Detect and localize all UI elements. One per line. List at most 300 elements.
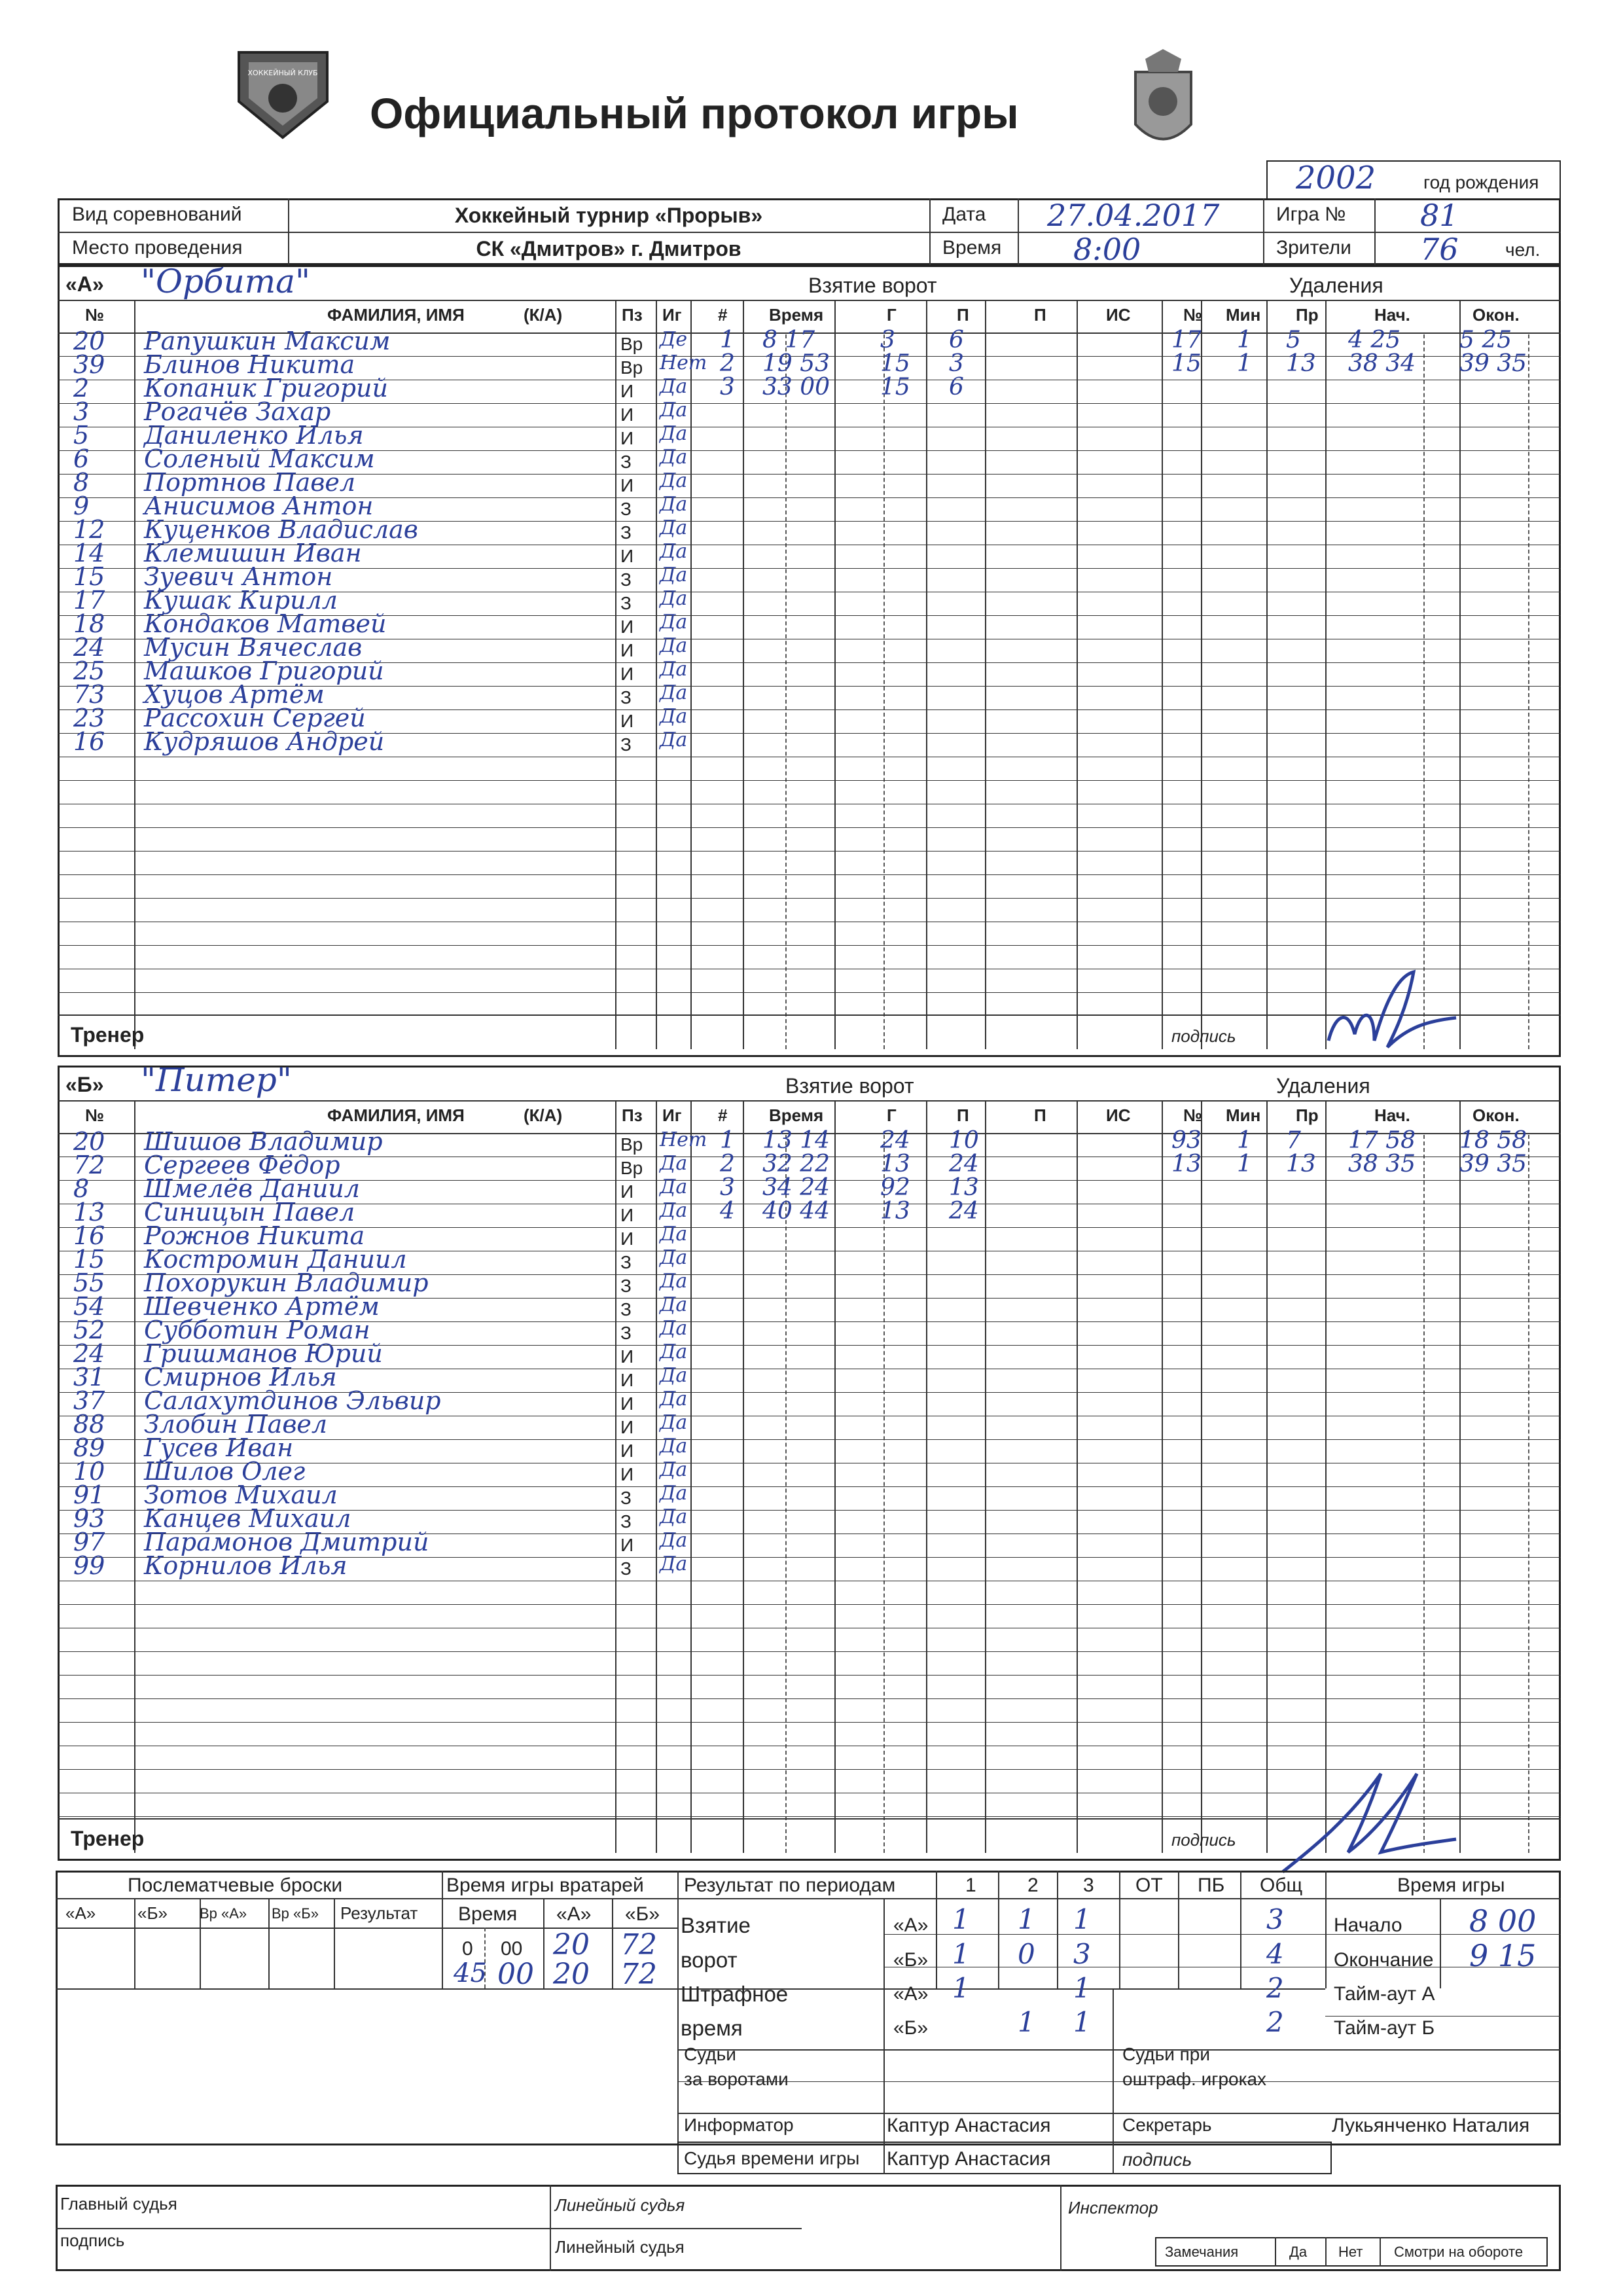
secretary-label: Секретарь: [1122, 2115, 1212, 2135]
penalty-judges-label-1: Судьи при: [1122, 2044, 1211, 2064]
team-a-col-line: [1266, 300, 1268, 1049]
team-a-player-no: 16: [73, 727, 105, 756]
team-a-player-pz: З: [620, 499, 632, 519]
team-b-pen-start: 38 35: [1348, 1151, 1416, 1177]
team-a-col-pen-min: Мин: [1226, 305, 1261, 325]
spectators-value: 76: [1420, 232, 1459, 267]
team-b-penalties-title: Удаления: [1276, 1074, 1370, 1098]
venue-label: Место проведения: [72, 237, 243, 259]
team-b-player-ig: Да: [660, 1529, 688, 1552]
remarks-no[interactable]: Нет: [1338, 2244, 1363, 2260]
team-a-goals-title: Взятие ворот: [808, 274, 937, 297]
team-b-col-line: [134, 1100, 135, 1853]
team-b-col-no: №: [85, 1105, 104, 1125]
birth-year-label: год рождения: [1423, 172, 1539, 192]
team-a-pen-pr: 5: [1286, 327, 1301, 353]
period-goals-b-value: 4: [1266, 1938, 1284, 1970]
team-b-player-pz: И: [620, 1393, 634, 1414]
periods-col-1: 1: [965, 1874, 976, 1896]
team-b-player-pz: И: [620, 1441, 634, 1461]
team-b-player-name: Корнилов Илья: [144, 1551, 348, 1580]
team-a-player-ig: Да: [660, 540, 688, 563]
team-b-player-no: 37: [73, 1386, 105, 1415]
team-a-player-no: 5: [73, 421, 90, 450]
team-a-pen-end: 5 25: [1459, 327, 1512, 353]
team-b-player-no: 20: [73, 1127, 105, 1156]
competition-label: Вид соревнований: [72, 204, 242, 225]
team-b-coach-signature: [1276, 1761, 1459, 1878]
team-a-player-no: 14: [73, 539, 105, 567]
period-pim-b-value: 1: [1018, 2006, 1035, 2038]
team-a-player-ig: Да: [660, 705, 688, 728]
team-a-player-name: Мусин Вячеслав: [144, 633, 363, 662]
team-b-goal-time: 34 24: [762, 1174, 830, 1201]
team-b-player-name: Субботин Роман: [144, 1316, 370, 1344]
shootout-col-result: Результат: [340, 1903, 418, 1923]
period-pim-b-value: 2: [1266, 2006, 1284, 2038]
team-a-goal-scorer: 3: [880, 327, 895, 353]
team-a-player-pz: И: [620, 404, 634, 425]
team-b-goal-time: 13 14: [762, 1127, 830, 1154]
team-a-player-pz: И: [620, 711, 634, 731]
team-a-player-name: Куценков Владислав: [144, 515, 418, 544]
periods-goals-label-1: Взятие: [681, 1913, 751, 1937]
informer-label: Информатор: [684, 2115, 794, 2135]
team-a-col-line: [1325, 300, 1327, 1049]
team-a-player-name: Машков Григорий: [144, 656, 384, 685]
team-a-player-no: 18: [73, 609, 105, 638]
team-a-player-no: 2: [73, 374, 90, 403]
team-b-col-g: Г: [887, 1105, 897, 1125]
team-a-player-name: Анисимов Антон: [144, 492, 374, 520]
team-b-player-pz: З: [620, 1558, 632, 1579]
team-a-player-ig: Да: [660, 611, 688, 634]
team-b-player-pz: И: [620, 1417, 634, 1437]
goalie-col-line: [612, 1898, 613, 1988]
team-a-player-no: 20: [73, 327, 105, 355]
team-b-pen-no: 93: [1171, 1127, 1202, 1154]
date-label: Дата: [942, 204, 986, 225]
team-b-player-no: 52: [73, 1316, 105, 1344]
team-a-col-line: [834, 300, 836, 1049]
team-b-player-ig: Да: [660, 1199, 688, 1222]
team-a-label: «А»: [65, 272, 104, 296]
team-b-goal-scorer: 13: [880, 1198, 910, 1225]
team-b-player-ig: Нет: [660, 1128, 707, 1151]
competition-value: Хоккейный турнир «Прорыв»: [454, 204, 763, 227]
goalie-time-r2-a: 20: [553, 1958, 590, 1991]
time-value: 8:00: [1073, 232, 1141, 267]
team-a-player-name: Соленый Максим: [144, 444, 375, 473]
team-b-goal-no: 2: [720, 1151, 735, 1177]
remarks-yes[interactable]: Да: [1289, 2244, 1308, 2260]
shootout-col-gk-b: Вр «Б»: [272, 1905, 319, 1922]
team-b-player-ig: Да: [660, 1317, 688, 1340]
team-a-player-name: Рапушкин Максим: [144, 327, 391, 355]
period-col-line: [998, 1871, 999, 1988]
team-b-col-time: Время: [769, 1105, 824, 1125]
team-b-col-ka: (К/А): [524, 1105, 563, 1125]
team-b-player-pz: Вр: [620, 1134, 643, 1155]
team-a-player-no: 73: [73, 680, 105, 709]
team-a-player-pz: З: [620, 522, 632, 543]
team-b-player-ig: Да: [660, 1223, 688, 1246]
team-b-player-no: 97: [73, 1528, 105, 1556]
goalie-time-r1-a: 20: [553, 1928, 590, 1962]
team-b-player-ig: Да: [660, 1246, 688, 1269]
team-b-goal-no: 1: [720, 1127, 735, 1154]
team-a-col-line: [615, 300, 616, 1049]
team-b-col-line: [1077, 1100, 1078, 1853]
team-b-player-pz: З: [620, 1323, 632, 1343]
team-a-goal-no: 3: [720, 374, 735, 401]
team-a-player-ig: Да: [660, 516, 688, 539]
team-a-goal-assist: 3: [949, 350, 964, 377]
team-b-goal-time: 40 44: [762, 1198, 830, 1225]
team-a-col-pen-end: Окон.: [1472, 305, 1520, 325]
team-a-player-pz: И: [620, 428, 634, 448]
period-goals-a-value: 1: [1018, 1903, 1035, 1935]
team-b-col-is: ИС: [1106, 1105, 1131, 1125]
timeout-a-label: Тайм-аут А: [1334, 1983, 1435, 2005]
team-b-player-ig: Да: [660, 1482, 688, 1505]
team-b-player-pz: З: [620, 1488, 632, 1508]
team-b-pen-end: 18 58: [1459, 1127, 1527, 1154]
team-a-player-name: Кондаков Матвей: [144, 609, 387, 638]
team-b-player-name: Злобин Павел: [144, 1410, 328, 1439]
team-b-col-pz: Пз: [622, 1105, 643, 1125]
team-b-col-line: [985, 1100, 986, 1853]
periods-goals-label-2: ворот: [681, 1948, 738, 1972]
team-a-player-pz: И: [620, 664, 634, 684]
goalie-time-r1-min: 0: [462, 1938, 473, 1960]
team-a-col-ig: Иг: [662, 305, 682, 325]
team-a-row-line: [58, 874, 1561, 875]
team-a-col-pz: Пз: [622, 305, 643, 325]
team-a-player-no: 6: [73, 444, 90, 473]
remarks-label: Замечания: [1165, 2244, 1239, 2260]
game-no-label: Игра №: [1276, 204, 1346, 225]
team-b-col-p2: П: [1034, 1105, 1046, 1125]
team-a-player-pz: З: [620, 734, 632, 755]
team-a-col-pen-pr: Пр: [1296, 305, 1319, 325]
team-a-col-ka: (К/А): [524, 305, 563, 325]
venue-value: СК «Дмитров» г. Дмитров: [476, 237, 741, 260]
team-b-col-pen-min: Мин: [1226, 1105, 1261, 1125]
periods-goals-a-label: «А»: [893, 1914, 929, 1936]
team-b-player-no: 55: [73, 1268, 105, 1297]
team-a-player-name: Рогачёв Захар: [144, 397, 331, 426]
team-a-player-no: 17: [73, 586, 105, 615]
team-b-player-name: Рожнов Никита: [144, 1221, 365, 1250]
team-b-col-line: [1325, 1100, 1327, 1853]
team-b-row-line: [58, 1675, 1561, 1676]
team-b-pen-end: 39 35: [1459, 1151, 1527, 1177]
team-a-player-ig: Да: [660, 681, 688, 704]
team-b-pen-no: 13: [1171, 1151, 1202, 1177]
team-a-player-pz: И: [620, 640, 634, 660]
periods-pim-label-1: Штрафное: [681, 1982, 789, 2006]
team-b-player-no: 88: [73, 1410, 105, 1439]
team-b-player-name: Шмелёв Даниил: [144, 1174, 360, 1203]
team-a-player-pz: И: [620, 475, 634, 495]
team-a-col-no: №: [85, 305, 104, 325]
goal-judges-label-1: Судьи: [684, 2044, 736, 2064]
team-b-player-pz: И: [620, 1181, 634, 1202]
period-col-line: [936, 1871, 937, 1988]
team-a-dashed-line: [1423, 334, 1425, 1049]
goalie-time-col-a: «А»: [556, 1903, 592, 1925]
team-a-goal-assist: 6: [949, 327, 964, 353]
team-b-player-ig: Да: [660, 1458, 688, 1481]
period-goals-a-value: 3: [1266, 1903, 1284, 1935]
team-a-col-line: [656, 300, 657, 1049]
goalie-time-r2-min: 45: [454, 1958, 487, 1988]
team-b-col-line: [690, 1100, 692, 1853]
team-a-col-pen-no: №: [1183, 305, 1202, 325]
team-b-player-ig: Да: [660, 1293, 688, 1316]
team-b-goal-scorer: 24: [880, 1127, 910, 1154]
period-col-line: [1119, 1871, 1120, 1988]
team-a-col-line: [1162, 300, 1163, 1049]
team-b-player-no: 8: [73, 1174, 90, 1203]
periods-title: Результат по периодам: [684, 1874, 896, 1896]
team-a-pen-no: 15: [1171, 350, 1202, 377]
main-referee-label: Главный судья: [60, 2194, 177, 2214]
team-a-player-name: Зуевич Антон: [144, 562, 333, 591]
team-a-player-ig: Да: [660, 658, 688, 681]
team-b-goal-time: 32 22: [762, 1151, 830, 1177]
period-goals-b-value: 1: [952, 1938, 970, 1970]
officials-row-line: [677, 2081, 1561, 2082]
team-b-player-pz: И: [620, 1370, 634, 1390]
timeout-b-label: Тайм-аут Б: [1334, 2017, 1435, 2039]
team-b-goal-scorer: 92: [880, 1174, 910, 1201]
period-goals-b-value: 3: [1073, 1938, 1091, 1970]
inspector-label: Инспектор: [1068, 2198, 1158, 2217]
goalie-time-title: Время игры вратарей: [446, 1874, 644, 1896]
team-a-goal-scorer: 15: [880, 350, 910, 377]
team-a-goal-scorer: 15: [880, 374, 910, 401]
team-b-player-name: Салахутдинов Эльвир: [144, 1386, 441, 1415]
team-b-player-name: Синицын Павел: [144, 1198, 355, 1227]
shootout-col-line: [268, 1898, 270, 1988]
linesman-2-label: Линейный судья: [555, 2237, 685, 2257]
period-pim-a-value: 1: [952, 1972, 970, 2004]
team-b-player-name: Смирнов Илья: [144, 1363, 337, 1391]
team-a-player-pz: З: [620, 593, 632, 613]
team-b-col-line: [1201, 1100, 1202, 1853]
team-b-col-pen-pr: Пр: [1296, 1105, 1319, 1125]
team-a-goal-no: 2: [720, 350, 735, 377]
team-a-dashed-line: [785, 334, 787, 1049]
team-b-goal-no: 3: [720, 1174, 735, 1201]
team-b-player-pz: З: [620, 1299, 632, 1319]
goal-judges-label-2: за воротами: [684, 2069, 789, 2089]
team-a-pen-min: 1: [1237, 350, 1252, 377]
team-a-goal-time: 33 00: [762, 374, 830, 401]
team-a-col-line: [1077, 300, 1078, 1049]
goalie-time-r2-b: 72: [620, 1958, 657, 1991]
team-b-player-ig: Да: [660, 1388, 688, 1410]
team-b-col-hash: #: [718, 1105, 728, 1125]
period-goals-a-value: 1: [952, 1903, 970, 1935]
team-b-player-no: 31: [73, 1363, 105, 1391]
team-a-player-no: 15: [73, 562, 105, 591]
team-a-player-no: 8: [73, 468, 90, 497]
team-a-player-name: Кудряшов Андрей: [144, 727, 385, 756]
shootout-title: Послематчевые броски: [128, 1874, 343, 1896]
team-b-player-name: Канцев Михаил: [144, 1504, 351, 1533]
team-a-player-name: Рассохин Сергей: [144, 704, 366, 732]
team-b-player-name: Шевченко Артём: [144, 1292, 380, 1321]
timekeeper-sign-label: подпись: [1122, 2149, 1192, 2170]
team-a-goal-time: 8 17: [762, 327, 815, 353]
team-b-row-line: [58, 1722, 1561, 1723]
team-b-player-pz: И: [620, 1464, 634, 1484]
team-b-player-name: Шилов Олег: [144, 1457, 306, 1486]
timekeeper-label: Судья времени игры: [684, 2148, 860, 2168]
birth-year-value: 2002: [1296, 160, 1376, 196]
team-a-row-line: [58, 827, 1561, 828]
team-b-col-pen-end: Окон.: [1472, 1105, 1520, 1125]
linesman-1-label: Линейный судья: [555, 2195, 685, 2215]
team-a-row-line: [58, 945, 1561, 946]
team-b-player-no: 10: [73, 1457, 105, 1486]
team-b-player-no: 13: [73, 1198, 105, 1227]
team-a-col-hash: #: [718, 305, 728, 325]
team-a-player-no: 9: [73, 492, 90, 520]
team-a-player-pz: И: [620, 381, 634, 401]
shootout-col-b: «Б»: [137, 1903, 168, 1923]
team-b-player-no: 15: [73, 1245, 105, 1274]
timekeeper-value: Каптур Анастасия: [887, 2148, 1051, 2170]
team-b-col-line: [834, 1100, 836, 1853]
team-b-col-ig: Иг: [662, 1105, 682, 1125]
team-b-player-pz: З: [620, 1511, 632, 1532]
periods-col-2: 2: [1027, 1874, 1039, 1896]
periods-col-3: 3: [1083, 1874, 1094, 1896]
team-a-col-line: [985, 300, 986, 1049]
remarks-see-back: Смотри на обороте: [1394, 2244, 1524, 2260]
team-b-col-line: [1459, 1100, 1461, 1853]
svg-text:ХОККЕЙНЫЙ КЛУБ: ХОККЕЙНЫЙ КЛУБ: [247, 69, 318, 77]
team-a-player-pz: Вр: [620, 357, 643, 378]
team-a-col-is: ИС: [1106, 305, 1131, 325]
team-b-player-no: 54: [73, 1292, 105, 1321]
team-b-player-ig: Да: [660, 1505, 688, 1528]
shootout-col-gk-a: Вр «А»: [200, 1905, 247, 1922]
team-b-row-line: [58, 1604, 1561, 1605]
team-b-player-no: 99: [73, 1551, 105, 1580]
team-a-player-no: 25: [73, 656, 105, 685]
time-label: Время: [942, 237, 1002, 259]
team-a-player-pz: З: [620, 687, 632, 708]
period-row-line: [883, 1934, 1325, 1935]
team-a-player-no: 12: [73, 515, 105, 544]
team-a-player-ig: Да: [660, 399, 688, 422]
team-a-row-line: [58, 851, 1561, 852]
team-b-col-line: [1266, 1100, 1268, 1853]
team-b-goal-no: 4: [720, 1198, 735, 1225]
team-a-col-name: ФАМИЛИЯ, ИМЯ: [327, 305, 465, 325]
team-a-player-no: 39: [73, 350, 105, 379]
team-b-goal-assist: 10: [949, 1127, 979, 1154]
team-a-player-ig: Да: [660, 446, 688, 469]
period-goals-a-value: 1: [1073, 1903, 1091, 1935]
team-b-player-no: 16: [73, 1221, 105, 1250]
team-a-pen-no: 17: [1171, 327, 1202, 353]
team-b-player-pz: З: [620, 1276, 632, 1296]
team-a-player-no: 23: [73, 704, 105, 732]
team-a-player-name: Кушак Кирилл: [144, 586, 338, 615]
team-a-player-ig: Да: [660, 564, 688, 586]
period-col-line: [1178, 1871, 1179, 1988]
period-pim-b-value: 1: [1073, 2006, 1091, 2038]
team-a-row-line: [58, 898, 1561, 899]
team-b-player-ig: Да: [660, 1175, 688, 1198]
team-b-col-line: [926, 1100, 927, 1853]
team-b-player-name: Парамонов Дмитрий: [144, 1528, 429, 1556]
shootout-col-line: [334, 1898, 335, 1988]
team-b-coach-label: Тренер: [71, 1827, 145, 1850]
team-a-col-line: [1201, 300, 1202, 1049]
team-a-pen-start: 4 25: [1348, 327, 1401, 353]
team-a-col-line: [134, 300, 135, 1049]
team-a-col-p1: П: [957, 305, 969, 325]
team-b-player-no: 72: [73, 1151, 105, 1179]
team-a-goal-time: 19 53: [762, 350, 830, 377]
team-a-player-name: Хуцов Артём: [144, 680, 325, 709]
team-a-dashed-line: [883, 334, 885, 1049]
team-b-player-no: 93: [73, 1504, 105, 1533]
period-pim-a-value: 1: [1073, 1972, 1091, 2004]
team-a-pen-min: 1: [1237, 327, 1252, 353]
team-a-col-line: [1459, 300, 1461, 1049]
team-b-player-ig: Да: [660, 1270, 688, 1293]
team-b-player-ig: Да: [660, 1152, 688, 1175]
team-b-player-ig: Да: [660, 1435, 688, 1458]
team-a-coach-signature: [1315, 969, 1459, 1054]
team-b-sign-label: подпись: [1171, 1830, 1236, 1850]
spectators-label: Зрители: [1276, 237, 1351, 259]
goalie-time-r2-sec: 00: [497, 1958, 534, 1991]
team-a-player-pz: З: [620, 569, 632, 590]
goalie-col-line: [543, 1898, 544, 1988]
team-b-label: «Б»: [65, 1073, 104, 1096]
team-a-player-name: Даниленко Илья: [144, 421, 364, 450]
game-start-value: 8 00: [1469, 1903, 1537, 1939]
team-b-goal-assist: 13: [949, 1174, 979, 1201]
secretary-value: Лукьянченко Наталия: [1332, 2115, 1530, 2136]
team-a-player-ig: Да: [660, 469, 688, 492]
team-b-player-no: 91: [73, 1480, 105, 1509]
team-b-player-pz: Вр: [620, 1158, 643, 1178]
team-a-col-g: Г: [887, 305, 897, 325]
shootout-col-line: [134, 1898, 135, 1988]
period-col-line: [1057, 1871, 1058, 1988]
team-b-goal-assist: 24: [949, 1151, 979, 1177]
game-time-title: Время игры: [1397, 1874, 1505, 1896]
team-a-pen-pr: 13: [1286, 350, 1316, 377]
team-a-col-time: Время: [769, 305, 824, 325]
team-a-player-ig: Да: [660, 587, 688, 610]
game-time-col-line: [1440, 1898, 1441, 1988]
team-a-row-line: [58, 780, 1561, 781]
team-b-player-ig: Да: [660, 1364, 688, 1387]
goalie-time-r1-b: 72: [620, 1928, 657, 1962]
team-a-player-no: 24: [73, 633, 105, 662]
